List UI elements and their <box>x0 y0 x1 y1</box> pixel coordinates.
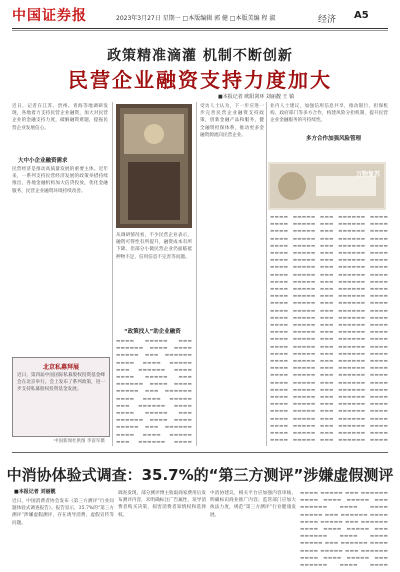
article-kicker: 政策精准滴灌 机制不断创新 <box>107 48 293 64</box>
masthead-rule-thin <box>12 30 388 31</box>
bottom-col1-text: 近日，中国消费者协会发布《第三方测评”行业问题体验式调查报告》。报告显示，35.7%的“第三方测评”涉嫌虚假测评，存在诱导消费、虚假宣传等问题。 <box>12 499 114 526</box>
col4-top <box>270 103 388 129</box>
photo-credit: 中国新闻社供图 李富军摄 <box>54 439 105 444</box>
page-number: A5 <box>354 10 369 21</box>
bottom-byline: ■本报记者 刘丽靓 <box>14 489 56 495</box>
column-divider-2 <box>196 102 197 446</box>
bottom-col2-text: 调查发现，部分测评博主收取商家费用后发布测评内容，未明确标注广告属性，误导消费者购买决策，损害消费者知情权和选择权。 <box>118 491 206 518</box>
photo-caption-title: 北京私募拜展 <box>42 364 79 371</box>
col1-body-text: 民营经济是推动高质量发展的重要主体。近年来，一系列支持民营经济发展的政策举措持续推出，各地金融机构加大信贷投放，优化金融服务，民营企业融资环境持续改善。 <box>12 167 108 194</box>
bottom-col3 <box>210 490 296 568</box>
col3-body-text: 受访人士认为，下一步应进一步完善民营企业融资支持政策，创新金融产品和服务，健全融资担保体系，推动更多金融资源流向民营企业。 <box>200 104 264 138</box>
bottom-headline: 中消协体验式调查：35.7%的“第三方测评”涉嫌虚假测评 <box>6 466 394 484</box>
col1-intro-text: 近日，记者在江苏、贵州、青海等地调研发现，各地着力支持民营企业融资，加大对民营企业的金融支持力度，破解融资难题，提振民营企业发展信心。 <box>12 104 108 131</box>
masthead-rule <box>12 28 388 29</box>
col1-body <box>12 166 108 352</box>
bottom-col3-text: 中消协建议，相关平台应加强内容审核，明确标识商业推广内容；监管部门应加大执法力度，规范“第三方测评”行业健康发展。 <box>210 491 296 518</box>
photo2-overlay-text: 万物复苏 <box>356 171 381 178</box>
bottom-col2 <box>118 490 206 568</box>
photo-caption-box <box>12 357 110 437</box>
col2-body-more <box>116 338 192 446</box>
photo-caption-body <box>17 372 105 432</box>
col2-body-text: 从调研情况看，不少民营企业表示，融资可得性有所提升，融资成本有所下降。但部分小微民营企业仍面临抵押物不足、信用信息不完善等问题。 <box>116 233 192 260</box>
newspaper-logo: 中国证券报 <box>12 8 87 24</box>
section-rule <box>12 452 388 453</box>
col2-subhead: “政策找人”助企业融资 <box>124 329 181 335</box>
col4-subhead: 多方合作加强风险管理 <box>306 136 362 142</box>
section-name: 经济 <box>318 15 337 25</box>
column-divider-1 <box>112 102 113 446</box>
col4-body <box>270 214 388 446</box>
bottom-col4-fill: ▬▬▬▬ ▬▬▬▬▬ ▬▬▬ ▬▬▬▬▬▬ ▬▬▬▬ ▬▬▬▬ ▬▬▬▬▬ ▬▬▬ ▬▬▬▬▬▬ ▬▬▬▬ ▬▬▬▬ ▬▬▬▬▬ ▬▬▬ ▬▬▬▬▬▬ ▬▬▬▬ ▬▬▬▬ ▬▬▬▬▬ ▬▬▬ ▬▬▬▬▬▬ ▬▬▬▬ ▬▬▬▬ ▬▬▬▬▬ ▬▬▬ ▬▬▬▬▬▬ ▬▬▬▬ ▬▬▬▬ ▬▬▬▬▬ ▬▬▬ ▬▬▬▬▬▬ ▬▬▬▬ ▬▬▬▬ ▬▬▬▬▬ ▬▬▬ ▬▬▬▬▬▬ ▬▬▬▬ ▬▬▬▬ ▬▬▬▬▬ ▬▬▬ ▬▬▬▬▬▬ ▬▬▬▬ ▬▬▬▬ <box>300 491 388 568</box>
article-byline: ■本报记者 欧阳剑环 刘丽靓 王 镇 <box>218 94 295 100</box>
col1-subhead: 大中小企业融资需求 <box>18 158 68 164</box>
photo-caption-text: 近日，第四届中国国际私募股权投资基金峰会在北京举行。会上发布了系列政策，进一步支持私募股权投资基金发展。 <box>17 373 105 393</box>
col2-fill: ▬▬▬▬ ▬▬▬▬▬ ▬▬▬ ▬▬▬▬▬▬ ▬▬▬▬ ▬▬▬▬ ▬▬▬▬▬ ▬▬▬ ▬▬▬▬▬▬ ▬▬▬▬ ▬▬▬▬ ▬▬▬▬▬ ▬▬▬ ▬▬▬▬▬▬ ▬▬▬▬ ▬▬▬▬ ▬▬▬▬▬ ▬▬▬ ▬▬▬▬▬▬ ▬▬▬▬ ▬▬▬▬ ▬▬▬▬▬ ▬▬▬ ▬▬▬▬▬▬ ▬▬▬▬ ▬▬▬▬ ▬▬▬▬▬ ▬▬▬ ▬▬▬▬▬▬ ▬▬▬▬ ▬▬▬▬ ▬▬▬▬▬ ▬▬▬ ▬▬▬▬▬▬ ▬▬▬▬ ▬▬▬▬ ▬▬▬▬▬ ▬▬▬ ▬▬▬▬▬▬ ▬▬▬▬ ▬▬▬▬ ▬▬▬▬▬ ▬▬▬ ▬▬▬▬▬▬ ▬▬▬▬ <box>116 339 192 445</box>
bottom-col1 <box>12 498 114 568</box>
masthead <box>0 0 400 40</box>
col3-body <box>200 103 264 446</box>
dateline: 2023年3月27日 星期一 □本版编辑 郭 健 □本版美编 程 淑 <box>116 15 276 22</box>
stock-exchange-photo <box>116 104 192 228</box>
col4-fill: ▬▬▬▬ ▬▬▬▬▬ ▬▬▬ ▬▬▬▬▬▬ ▬▬▬▬ ▬▬▬▬ ▬▬▬▬▬ ▬▬▬ ▬▬▬▬▬▬ ▬▬▬▬ ▬▬▬▬ ▬▬▬▬▬ ▬▬▬ ▬▬▬▬▬▬ ▬▬▬▬ ▬▬▬▬ ▬▬▬▬▬ ▬▬▬ ▬▬▬▬▬▬ ▬▬▬▬ ▬▬▬▬ ▬▬▬▬▬ ▬▬▬ ▬▬▬▬▬▬ ▬▬▬▬ ▬▬▬▬ ▬▬▬▬▬ ▬▬▬ ▬▬▬▬▬▬ ▬▬▬▬ ▬▬▬▬ ▬▬▬▬▬ ▬▬▬ ▬▬▬▬▬▬ ▬▬▬▬ ▬▬▬▬ ▬▬▬▬▬ ▬▬▬ ▬▬▬▬▬▬ ▬▬▬▬ ▬▬▬▬ ▬▬▬▬▬ ▬▬▬ ▬▬▬▬▬▬ ▬▬▬▬ ▬▬▬▬ ▬▬▬▬▬ ▬▬▬ ▬▬▬▬▬▬ ▬▬▬▬ ▬▬▬▬ ▬▬▬▬▬ ▬▬▬ ▬▬▬▬▬▬ ▬▬▬▬ ▬▬▬▬ ▬▬▬▬▬ ▬▬▬ ▬▬▬▬▬▬ ▬▬▬▬ ▬▬▬▬ ▬▬▬▬▬ ▬▬▬ ▬▬▬▬▬▬ ▬▬▬▬ ▬▬▬▬ ▬▬▬▬▬ ▬▬▬ ▬▬▬▬▬▬ ▬▬▬▬ ▬▬▬▬ ▬▬▬▬▬ ▬▬▬ ▬▬▬▬▬▬ ▬▬▬▬ ▬▬▬▬ ▬▬▬▬▬ ▬▬▬ ▬▬▬▬▬▬ ▬▬▬▬ ▬▬▬▬ ▬▬▬▬▬ ▬▬▬ ▬▬▬▬▬▬ ▬▬▬▬ ▬▬▬▬ ▬▬▬▬▬ ▬▬▬ ▬▬▬▬▬▬ ▬▬▬▬ ▬▬▬▬ ▬▬▬▬▬ ▬▬▬ ▬▬▬▬▬▬ ▬▬▬▬ ▬▬▬▬ ▬▬▬▬▬ ▬▬▬ ▬▬▬▬▬▬ ▬▬▬▬ ▬▬▬▬ ▬▬▬▬▬ ▬▬▬ ▬▬▬▬▬▬ ▬▬▬▬ ▬▬▬▬ ▬▬▬▬▬ ▬▬▬ ▬▬▬▬▬▬ ▬▬▬▬ ▬▬▬▬ ▬▬▬▬▬ ▬▬▬ ▬▬▬▬▬▬ ▬▬▬▬ ▬▬▬▬ ▬▬▬▬▬ ▬▬▬ ▬▬▬▬▬▬ ▬▬▬▬ ▬▬▬▬ ▬▬▬▬▬ ▬▬▬ ▬▬▬▬▬▬ ▬▬▬▬ ▬▬▬▬ ▬▬▬▬▬ ▬▬▬ ▬▬▬▬▬▬ ▬▬▬▬ ▬▬▬▬ ▬▬▬▬▬ ▬▬▬ ▬▬▬▬▬▬ ▬▬▬▬ ▬▬▬▬ ▬▬▬▬▬ ▬▬▬ ▬▬▬▬▬▬ ▬▬▬▬ ▬▬▬▬ ▬▬▬▬▬ ▬▬▬ ▬▬▬▬▬▬ ▬▬▬▬ ▬▬▬▬ ▬▬▬▬▬ ▬▬▬ ▬▬▬▬▬▬ ▬▬▬▬ ▬▬▬▬ ▬▬▬▬▬ ▬▬▬ ▬▬▬▬▬▬ ▬▬▬▬ ▬▬▬▬ ▬▬▬▬▬ ▬▬▬ ▬▬▬▬▬▬ ▬▬▬▬ <box>270 215 388 444</box>
col2-body <box>116 232 192 324</box>
column-divider-3 <box>266 102 267 446</box>
bottom-col4 <box>300 490 388 568</box>
col4-top-text: 业内人士建议，加强信用信息共享，推动银行、担保机构、政府部门等多方合作，构建风险分担机制，提升民营企业金融服务的可持续性。 <box>270 104 388 124</box>
col1-intro <box>12 103 108 153</box>
article-headline: 民营企业融资支持力度加大 <box>68 68 332 92</box>
